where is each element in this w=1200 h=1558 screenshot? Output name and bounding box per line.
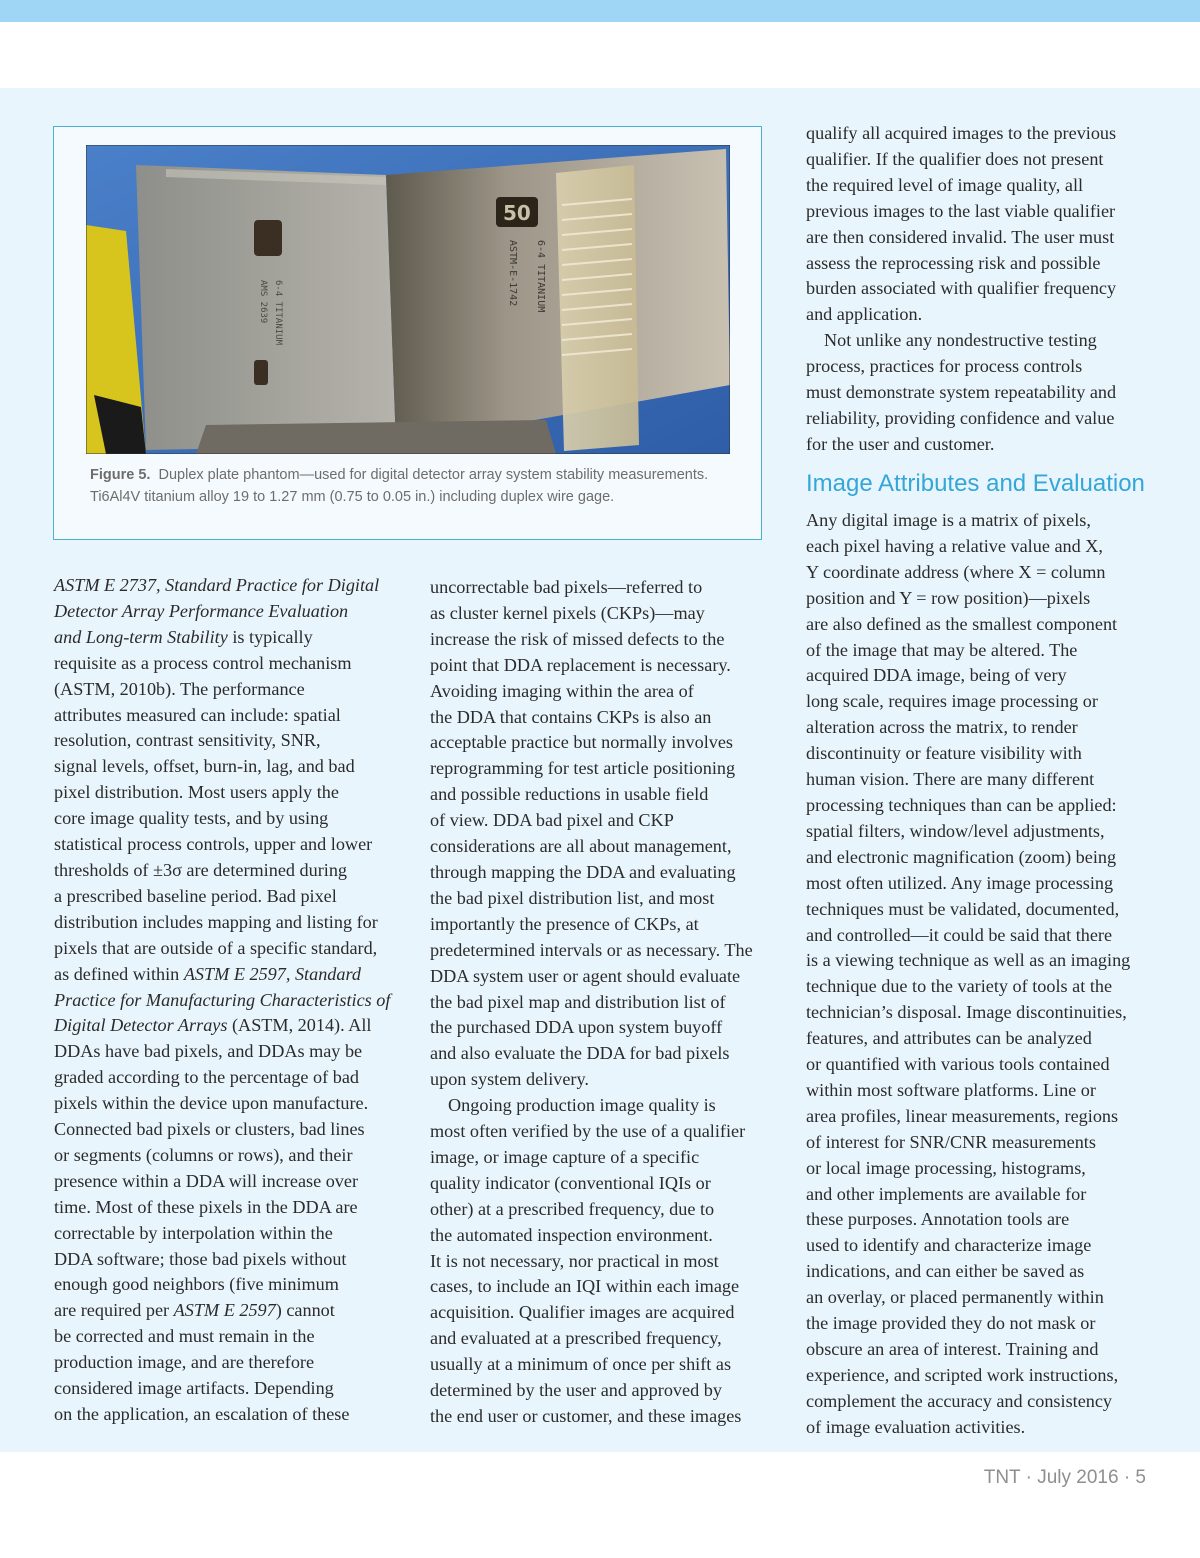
text-line: and evaluated at a prescribed frequency,	[430, 1328, 722, 1349]
text-line: DDA system user or agent should evaluate	[430, 965, 741, 986]
figure-caption	[90, 464, 730, 508]
text-line	[54, 1376, 404, 1402]
text-line: the image provided they do not mask or	[806, 1313, 1096, 1334]
figure-label: Figure 5.	[90, 467, 151, 483]
text-line	[54, 1298, 404, 1324]
text-run: core image quality tests, and by using	[54, 808, 329, 829]
text-line: quality indicator (conventional IQIs or	[430, 1172, 711, 1193]
right-plate-mark-1: 6-4 TITANIUM	[535, 240, 546, 313]
text-line: and also evaluate the DDA for bad pixels	[430, 1043, 730, 1064]
text-line: the end user or customer, and these images	[430, 1406, 742, 1426]
text-line: technician’s disposal. Image discontinuities,	[806, 1002, 1127, 1023]
text-line: point that DDA replacement is necessary.	[430, 654, 731, 675]
text-line	[54, 806, 404, 832]
text-line: acceptable practice but normally involves	[430, 732, 733, 753]
text-run: as defined within	[54, 963, 184, 984]
header-margin	[0, 22, 1200, 88]
text-line: features, and attributes can be analyzed	[806, 1028, 1092, 1049]
text-run: considered image artifacts. Depending	[54, 1378, 334, 1399]
text-run: resolution, contrast sensitivity, SNR,	[54, 730, 321, 751]
text-line: is a viewing technique as well as an imaging	[806, 950, 1131, 971]
text-line	[54, 599, 404, 625]
text-line: Not unlike any nondestructive testing	[824, 330, 1097, 351]
text-line	[54, 910, 404, 936]
italic-run: ASTM E 2597	[173, 1300, 276, 1321]
text-line: these purposes. Annotation tools are	[806, 1209, 1070, 1230]
text-line: upon system delivery.	[430, 1069, 589, 1090]
figure-caption-text: Duplex plate phantom—used for digital detector array system stability measurements. Ti6Al4V titanium alloy 19 to 1.27 mm (0.75 to 0.05 in.) including duplex wire gage.	[90, 467, 709, 505]
figure-5	[53, 126, 762, 540]
duplex-wire-gage	[556, 165, 639, 451]
text-line	[54, 1117, 404, 1143]
text-line: and possible reductions in usable field	[430, 784, 709, 805]
text-line: are also defined as the smallest component	[806, 613, 1118, 634]
text-run: (ASTM, 2014). All	[227, 1015, 372, 1036]
text-line	[54, 728, 404, 754]
text-line	[54, 754, 404, 780]
text-line: considerations are all about management,	[430, 836, 732, 857]
text-line: technique due to the variety of tools at the	[806, 976, 1113, 997]
text-line: for the user and customer.	[806, 433, 995, 454]
text-line: usually at a minimum of once per shift as	[430, 1354, 732, 1375]
left-plate-mark-1: 6-4 TITANIUM	[273, 280, 283, 346]
text-line	[54, 832, 404, 858]
text-line: cases, to include an IQI within each image	[430, 1276, 740, 1297]
text-run: be corrected and must remain in the	[54, 1326, 315, 1347]
text-line: each pixel having a relative value and X,	[806, 535, 1103, 556]
text-line	[54, 1272, 404, 1298]
text-line: discontinuity or feature visibility with	[806, 743, 1082, 764]
page-folio: TNT · July 2016 · 5	[983, 1467, 1146, 1488]
left-marker-block	[254, 220, 282, 256]
text-line: of image evaluation activities.	[806, 1416, 1026, 1437]
text-run: thresholds of ±3σ are determined during	[54, 859, 348, 880]
text-line: most often verified by the use of a qualifier	[430, 1121, 746, 1142]
text-line: acquisition. Qualifier images are acquired	[430, 1302, 735, 1323]
text-run: (ASTM, 2010b). The performance	[54, 678, 305, 699]
text-line: It is not necessary, nor practical in most	[430, 1250, 719, 1271]
text-line: indications, and can either be saved as	[806, 1261, 1085, 1282]
text-line	[54, 884, 404, 910]
text-run: or segments (columns or rows), and their	[54, 1144, 353, 1165]
text-line: the required level of image quality, all	[806, 174, 1084, 195]
text-line	[54, 988, 404, 1014]
text-line	[54, 1169, 404, 1195]
text-line: and application.	[806, 304, 923, 325]
text-run: DDAs have bad pixels, and DDAs may be	[54, 1041, 363, 1062]
text-run: pixels within the device upon manufacture.	[54, 1093, 369, 1114]
text-line: through mapping the DDA and evaluating	[430, 861, 736, 882]
left-marker-small	[254, 360, 268, 385]
text-line: the DDA that contains CKPs is also an	[430, 706, 712, 727]
text-line: area profiles, linear measurements, regions	[806, 1105, 1119, 1126]
text-line	[54, 1350, 404, 1376]
text-line: techniques must be validated, documented,	[806, 898, 1120, 919]
text-run: correctable by interpolation within the	[54, 1222, 333, 1243]
phantom-photo-graphic	[86, 145, 730, 454]
text-run: attributes measured can include: spatial	[54, 704, 341, 725]
text-run: production image, and are therefore	[54, 1352, 315, 1373]
text-line: acquired DDA image, being of very	[806, 665, 1067, 686]
text-line: Ongoing production image quality is	[448, 1095, 716, 1116]
text-line: of view. DDA bad pixel and CKP	[430, 810, 674, 831]
text-run: Connected bad pixels or clusters, bad lines	[54, 1119, 365, 1140]
phantom-photo	[86, 145, 730, 454]
italic-run: ASTM E 2737, Standard Practice for Digital	[54, 575, 380, 595]
text-run: on the application, an escalation of these	[54, 1404, 350, 1424]
right-tag-number: 50	[503, 201, 531, 225]
text-line: processing techniques than can be applied:	[806, 794, 1117, 815]
text-line: predetermined intervals or as necessary. The	[430, 939, 753, 960]
text-run: requisite as a process control mechanism	[54, 652, 352, 673]
text-line: Avoiding imaging within the area of	[430, 680, 694, 701]
text-run: are required per	[54, 1300, 174, 1321]
text-run: is typically	[227, 626, 313, 647]
text-line	[54, 1247, 404, 1273]
text-line: Y coordinate address (where X = column	[806, 561, 1106, 582]
text-line: are then considered invalid. The user must	[806, 226, 1115, 247]
text-run: ) cannot	[275, 1300, 335, 1321]
left-plate-mark-2: AMS 2639	[258, 280, 268, 324]
text-line: of interest for SNR/CNR measurements	[806, 1131, 1096, 1152]
text-line: long scale, requires image processing or	[806, 691, 1098, 712]
text-run: DDA software; those bad pixels without	[54, 1248, 347, 1269]
italic-run: ASTM E 2597, Standard	[183, 963, 361, 984]
italic-run: Practice for Manufacturing Characteristics of	[54, 989, 391, 1010]
text-line	[54, 625, 404, 651]
text-line: alteration across the matrix, to render	[806, 717, 1078, 738]
text-line: experience, and scripted work instructions,	[806, 1364, 1119, 1385]
text-line	[54, 1065, 404, 1091]
text-line: or quantified with various tools contained	[806, 1054, 1110, 1075]
text-line: the purchased DDA upon system buyoff	[430, 1017, 723, 1038]
text-line: within most software platforms. Line or	[806, 1079, 1096, 1100]
text-line	[54, 677, 404, 703]
text-line: importantly the presence of CKPs, at	[430, 913, 699, 934]
text-line: qualifier. If the qualifier does not present	[806, 148, 1104, 169]
text-line: used to identify and characterize image	[806, 1235, 1092, 1256]
text-run: distribution includes mapping and listing for	[54, 911, 378, 932]
text-run: pixels that are outside of a specific standard,	[54, 937, 378, 958]
section-heading: Image Attributes and Evaluation	[806, 470, 1145, 497]
text-line: and controlled—it could be said that there	[806, 924, 1113, 945]
body-column-1	[54, 573, 404, 1428]
italic-run: Detector Array Performance Evaluation	[54, 600, 349, 621]
text-line: obscure an area of interest. Training and	[806, 1339, 1099, 1359]
italic-run: and Long-term Stability	[54, 626, 228, 647]
text-line	[54, 1091, 404, 1117]
text-line: other) at a prescribed frequency, due to	[430, 1198, 715, 1219]
text-line	[54, 1039, 404, 1065]
text-line	[54, 1324, 404, 1350]
text-run: presence within a DDA will increase over	[54, 1170, 359, 1191]
text-line: reliability, providing confidence and value	[806, 407, 1115, 428]
text-line: the automated inspection environment.	[430, 1224, 713, 1245]
text-line: image, or image capture of a specific	[430, 1146, 700, 1167]
text-line: human vision. There are many different	[806, 769, 1095, 790]
right-plate-mark-2: ASTM-E-1742	[507, 240, 518, 307]
text-run: pixel distribution. Most users apply the	[54, 782, 339, 803]
text-line	[54, 962, 404, 988]
body-column-2	[430, 575, 775, 1430]
text-line	[54, 1143, 404, 1169]
text-line	[54, 1013, 404, 1039]
text-line: qualify all acquired images to the previous	[806, 123, 1117, 143]
body-column-3-top	[806, 121, 1151, 458]
text-line: most often utilized. Any image processing	[806, 872, 1114, 893]
text-line: and electronic magnification (zoom) being	[806, 846, 1117, 867]
text-run: enough good neighbors (five minimum	[54, 1274, 339, 1295]
text-line	[54, 1195, 404, 1221]
text-line: Any digital image is a matrix of pixels,	[806, 510, 1091, 530]
text-run: a prescribed baseline period. Bad pixel	[54, 885, 337, 906]
text-line	[54, 936, 404, 962]
italic-run: Digital Detector Arrays	[54, 1015, 228, 1036]
text-line: complement the accuracy and consistency	[806, 1390, 1113, 1411]
text-line: as cluster kernel pixels (CKPs)—may	[430, 602, 705, 623]
text-line: or local image processing, histograms,	[806, 1157, 1086, 1178]
top-accent-bar	[0, 0, 1200, 22]
text-line: assess the reprocessing risk and possible	[806, 252, 1101, 273]
body-column-3-bottom	[806, 508, 1151, 1441]
text-line: must demonstrate system repeatability and	[806, 382, 1117, 403]
text-line: position and Y = row position)—pixels	[806, 587, 1091, 608]
text-line: reprogramming for test article positioning	[430, 758, 736, 779]
text-line: the bad pixel map and distribution list of	[430, 991, 726, 1012]
text-line	[54, 573, 404, 599]
text-run: signal levels, offset, burn-in, lag, and bad	[54, 756, 355, 777]
text-line: spatial filters, window/level adjustments,	[806, 820, 1105, 841]
text-line: process, practices for process controls	[806, 356, 1083, 377]
text-run: statistical process controls, upper and lower	[54, 834, 373, 855]
text-line: an overlay, or placed permanently within	[806, 1287, 1104, 1308]
bottom-steps	[196, 420, 556, 454]
text-line	[54, 780, 404, 806]
text-line: determined by the user and approved by	[430, 1380, 722, 1401]
text-line: of the image that may be altered. The	[806, 639, 1078, 660]
text-line	[54, 703, 404, 729]
text-line: burden associated with qualifier frequency	[806, 278, 1117, 299]
text-line: uncorrectable bad pixels—referred to	[430, 577, 703, 597]
text-line	[54, 651, 404, 677]
text-line: the bad pixel distribution list, and most	[430, 887, 715, 908]
text-line	[54, 1402, 404, 1428]
text-line: increase the risk of missed defects to the	[430, 628, 725, 649]
text-run: time. Most of these pixels in the DDA are	[54, 1196, 358, 1217]
text-line	[54, 858, 404, 884]
text-line: and other implements are available for	[806, 1183, 1087, 1204]
text-run: graded according to the percentage of bad	[54, 1067, 359, 1088]
text-line: previous images to the last viable qualifier	[806, 200, 1116, 221]
text-line	[54, 1221, 404, 1247]
